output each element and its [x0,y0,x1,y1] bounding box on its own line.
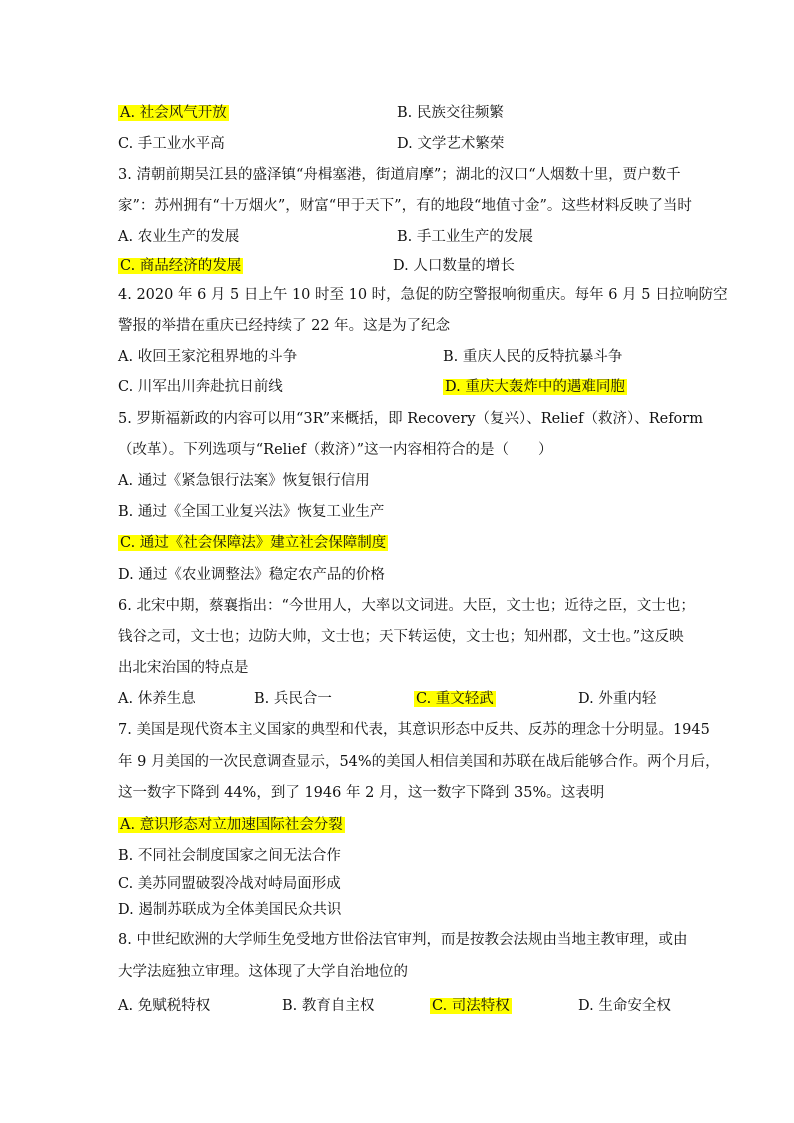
q6-stem-line1: 6. 北宋中期，蔡襄指出：“今世用人，大率以文词进。大臣，文士也；近待之臣，文士也； [118,598,695,614]
q8-stem-line2: 大学法庭独立审理。这体现了大学自治地位的 [118,964,408,980]
q4-stem-line2: 警报的举措在重庆已经持续了 22 年。这是为了纪念 [118,318,451,334]
q4-option-b: B. 重庆人民的反特抗暴斗争 [443,349,623,365]
prev-option-d: D. 文学艺术繁荣 [397,136,505,152]
q8-option-a: A. 免赋税特权 [118,998,211,1014]
q6-stem-line3: 出北宋治国的特点是 [118,660,249,676]
q8-option-c: C. 司法特权 [432,998,510,1014]
q7-stem-line3: 这一数字下降到 44%，到了 1946 年 2 月，这一数字下降到 35%。这表明 [118,785,605,801]
q4-option-d: D. 重庆大轰炸中的遇难同胞 [445,379,625,395]
q6-option-b: B. 兵民合一 [254,691,332,707]
q7-option-c: C. 美苏同盟破裂冷战对峙局面形成 [118,876,341,892]
q7-option-a: A. 意识形态对立加速国际社会分裂 [120,817,343,833]
q5-stem-line1: 5. 罗斯福新政的内容可以用“3R”来概括，即 Recovery（复兴）、Relief（救济）、Reform [118,411,703,427]
q7-option-b: B. 不同社会制度国家之间无法合作 [118,848,341,864]
q7-stem-line2: 年 9 月美国的一次民意调查显示，54%的美国人相信美国和苏联在战后能够合作。两个月后， [118,754,720,770]
q6-option-c: C. 重文轻武 [416,691,494,707]
prev-option-a: A. 社会风气开放 [120,105,227,121]
q5-stem-line2: （改革）。下列选项与“Relief（救济）”这一内容相符合的是（ ） [118,442,553,458]
q3-stem-line1: 3. 清朝前期吴江县的盛泽镇“舟楫塞港，街道肩摩”；湖北的汉口“人烟数十里，贾户数千 [118,167,681,183]
prev-option-b: B. 民族交往频繁 [397,105,504,121]
prev-option-c: C. 手工业水平高 [118,136,225,152]
q3-option-d: D. 人口数量的增长 [393,258,515,274]
q5-option-a: A. 通过《紧急银行法案》恢复银行信用 [118,473,370,489]
q6-option-a: A. 休养生息 [118,691,196,707]
q4-stem-line1: 4. 2020 年 6 月 5 日上午 10 时至 10 时，急促的防空警报响彻重庆。每年 6 月 5 日拉响防空 [118,287,728,303]
q8-stem-line1: 8. 中世纪欧洲的大学师生免受地方世俗法官审判，而是按教会法规由当地主教审理，或由 [118,932,688,948]
q8-option-d: D. 生命安全权 [578,998,671,1014]
q6-stem-line2: 钱谷之司，文士也；边防大帅，文士也；天下转运使，文士也；知州郡，文士也。”这反映 [118,629,684,645]
q5-option-b: B. 通过《全国工业复兴法》恢复工业生产 [118,504,385,520]
q8-option-b: B. 教育自主权 [282,998,375,1014]
q6-option-d: D. 外重内轻 [578,691,657,707]
q5-option-d: D. 通过《农业调整法》稳定农产品的价格 [118,567,385,583]
q3-option-c: C. 商品经济的发展 [120,258,242,274]
q7-option-d: D. 遏制苏联成为全体美国民众共识 [118,902,342,918]
q4-option-c: C. 川军出川奔赴抗日前线 [118,379,283,395]
q7-stem-line1: 7. 美国是现代资本主义国家的典型和代表，其意识形态中反共、反苏的理念十分明显。1945 [118,722,710,738]
q3-option-b: B. 手工业生产的发展 [397,229,533,245]
q5-option-c: C. 通过《社会保障法》建立社会保障制度 [120,535,387,551]
q3-stem-line2: 家”：苏州拥有“十万烟火”，财富“甲于天下”，有的地段“地值寸金”。这些材料反映了当时 [118,198,692,214]
q3-option-a: A. 农业生产的发展 [118,229,240,245]
q4-option-a: A. 收回王家沱租界地的斗争 [118,349,298,365]
